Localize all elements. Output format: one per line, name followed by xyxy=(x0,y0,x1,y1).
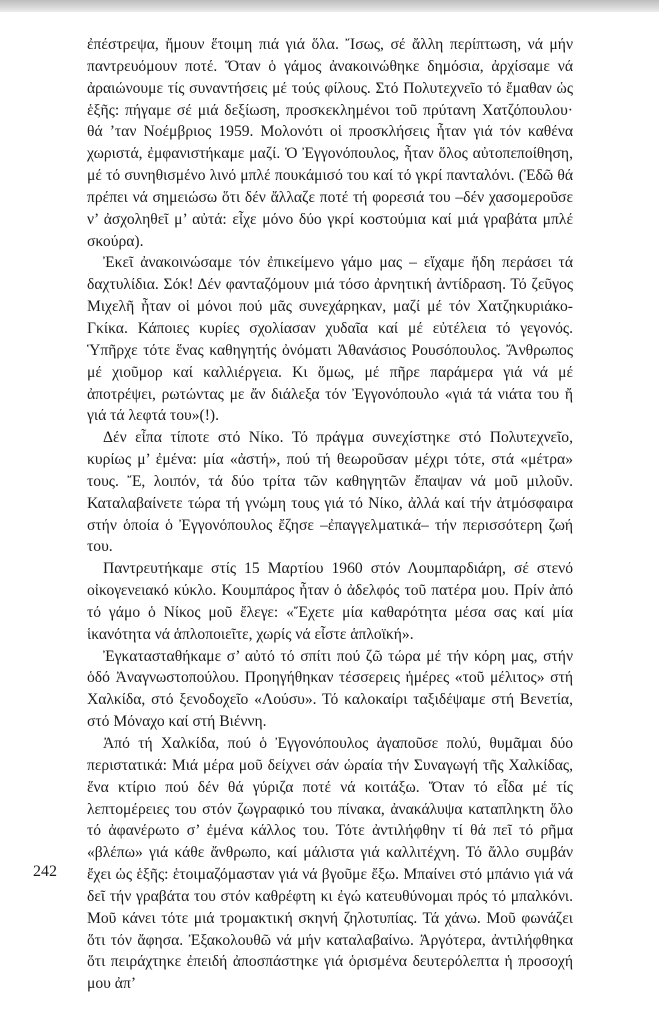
paragraph-4: Παντρευτήκαμε στίς 15 Μαρτίου 1960 στόν Λουμπαρδιάρη, σέ στενό οἰκογενειακό κύκλο. Κουμπάρος ἦταν ὁ ἀδελφός τοῦ πατέρα μου. Πρίν ἀπό τό γάμο ὁ Νίκος μοῦ ἔλεγε: «Ἔχετε μία καθαρότητα μέσα σας καί μία ἱκανότητα νά ἁπλοποιεῖτε, χωρίς νά εἶστε ἁπλοϊκή». xyxy=(87,560,573,643)
previous-page-edge xyxy=(0,0,659,12)
paragraph-3: Δέν εἶπα τίποτε στό Νίκο. Τό πράγμα συνεχίστηκε στό Πολυτεχνεῖο, κυρίως μ’ ἐμένα: μία «ἀστή», πού τή θεωροῦσαν μέχρι τότε, στά «μέτρα» τους. Ἔ, λοιπόν, τά δύο τρίτα τῶν καθηγητῶν ἔπαψαν νά μοῦ μιλοῦν. Καταλαβαίνετε τώρα τή γνώμη τους γιά τό Νίκο, ἀλλά καί τήν ἀτμόσφαιρα στήν ὁποία ὁ Ἐγγονόπουλος ἔζησε –ἐπαγγελματικά– τήν περισσότερη ζωή του. xyxy=(87,429,573,556)
page-number: 242 xyxy=(33,863,57,880)
paragraph-6: Ἀπό τή Χαλκίδα, πού ὁ Ἐγγονόπουλος ἀγαποῦσε πολύ, θυμᾶμαι δύο περιστατικά: Μιά μέρα μοῦ δείχνει σάν ὡραία τήν Συναγωγή τῆς Χαλκίδας, ἕνα κτίριο πού δέν θά γύριζα ποτέ νά κοιτάξω. Ὅταν τό εἶδα μέ τίς λεπτομέρειες του στόν ζωγραφικό του πίνακα, ἀνακάλυψα καταπληκτη ὅλο τό ἀφανέρωτο σ’ ἐμένα κάλλος του. Τότε ἀντιλήφθην τί θά πεῖ τό ρῆμα «βλέπω» γιά κάθε ἄνθρωπο, καί μάλιστα γιά καλλιτέχνη. Τό ἄλλο συμβάν ἔχει ὡς ἑξῆς: ἑτοιμαζόμασταν γιά νά βγοῦμε ἔξω. Μπαίνει στό μπάνιο γιά νά δεῖ τήν γραβάτα του στόν καθρέφτη κι ἐγώ κατευθύνομαι πρός τό μπαλκόνι. Μοῦ κάνει τότε μιά τρομακτική σκηνή ζηλοτυπίας. Τά χάνω. Μοῦ φωνάζει ὅτι τόν ἄφησα. Ἐξακολουθῶ νά μήν καταλαβαίνω. Ἀργότερα, ἀντιλήφθηκα ὅτι πειράχτηκε ἐπειδή ἀποσπάστηκε γιά ὁρισμένα δευτερόλεπτα ἡ προσοχή μου ἀπ’ xyxy=(87,735,573,993)
paragraph-5: Ἐγκατασταθήκαμε σ’ αὐτό τό σπίτι πού ζῶ τώρα μέ τήν κόρη μας, στήν ὁδό Ἀναγνωστοπούλου. Προηγήθηκαν τέσσερεις ἡμέρες «τοῦ μέλιτος» στή Χαλκίδα, στό ξενοδοχεῖο «Λούσυ». Τό καλοκαίρι ταξιδέψαμε στή Βενετία, στό Μόναχο καί στή Βιέννη. xyxy=(87,647,573,731)
body-text xyxy=(87,34,573,995)
paragraph-2: Ἐκεῖ ἀνακοινώσαμε τόν ἐπικείμενο γάμο μας – εἴχαμε ἤδη περάσει τά δαχτυλίδια. Σόκ! Δέν φανταζόμουν μιά τόσο ἀρνητική ἀντίδραση. Τό ζεῦγος Μιχελῆ ἦταν οἱ μόνοι πού μᾶς συνεχάρηκαν, μαζί μέ τόν Χατζηκυριάκο-Γκίκα. Κάποιες κυρίες σχολίασαν χυδαῖα καί μέ εὐτέλεια τό γεγονός. Ὑπῆρχε τότε ἕνας καθηγητής ὀνόματι Ἀθανάσιος Ρουσόπουλος. Ἄνθρωπος μέ χιοῦμορ καί καλλιέργεια. Κι ὅμως, μέ πῆρε παράμερα γιά νά μέ ἀποτρέψει, ρωτώντας με ἄν διάλεξα τόν Ἐγγονόπουλο «γιά τά νιάτα του ἤ γιά τά λεφτά του»(!). xyxy=(87,254,573,425)
paragraph-1: ἐπέστρεψα, ἤμουν ἕτοιμη πιά γιά ὅλα. Ἴσως, σέ ἄλλη περίπτωση, νά μήν παντρευόμουν ποτέ. Ὅταν ὁ γάμος ἀνακοινώθηκε δημόσια, ἀρχίσαμε νά ἀραιώνουμε τίς συναντήσεις μέ τούς φίλους. Στό Πολυτεχνεῖο τό ἔμαθαν ὡς ἑξῆς: πήγαμε σέ μιά δεξίωση, προσκεκλημένοι τοῦ πρύτανη Χατζόπουλου· θά ’ταν Νοέμβριος 1959. Μολονότι οἱ προσκλήσεις ἦταν γιά τόν καθένα χωριστά, ἐμφανιστήκαμε μαζί. Ὁ Ἐγγονόπουλος, ἦταν ὅλος αὐτοπεποίθηση, μέ τό συνηθισμένο λινό μπλέ πουκάμισό του καί τό γκρί πανταλόνι. (Ἐδῶ θά πρέπει νά σημειώσω ὅτι δέν ἄλλαζε ποτέ τή φορεσιά του –δέν χασομεροῦσε ν’ ἀσχοληθεῖ μ’ αὐτά: εἶχε μόνο δύο γκρί κοστούμια καί μιά γραβάτα μπλέ σκούρα). xyxy=(87,36,573,250)
